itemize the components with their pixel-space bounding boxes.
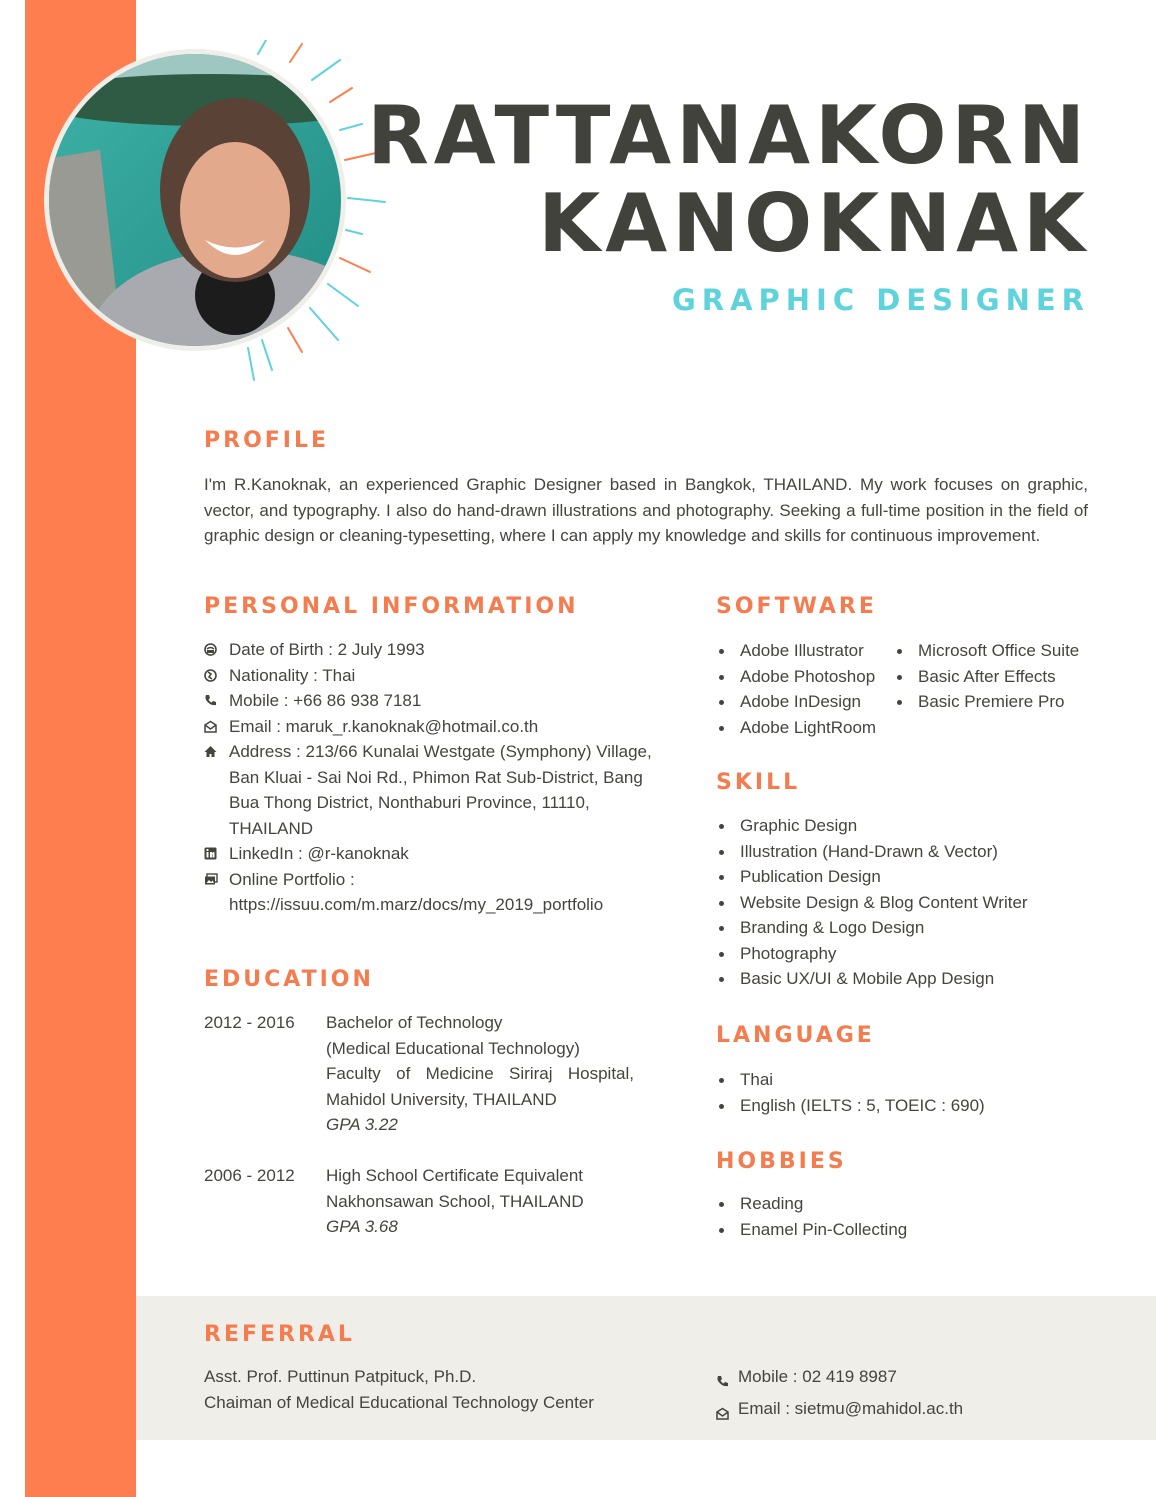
hobby-item: Reading xyxy=(716,1191,1096,1217)
education-school: Faculty of Medicine Siriraj Hospital, Mahidol University, THAILAND xyxy=(326,1064,634,1109)
referral-contact xyxy=(716,1364,963,1427)
home-icon xyxy=(204,745,217,758)
software-item: Basic After Effects xyxy=(894,664,1094,690)
software-list-1 xyxy=(716,638,896,740)
info-item-mobile xyxy=(204,688,664,714)
skill-item: Website Design & Blog Content Writer xyxy=(716,890,1096,916)
portfolio-icon xyxy=(204,873,218,886)
language-item: English (IELTS : 5, TOEIC : 690) xyxy=(716,1093,1096,1119)
hobby-item: Enamel Pin-Collecting xyxy=(716,1217,1096,1243)
software-item: Adobe LightRoom xyxy=(716,715,896,741)
education-gpa: GPA 3.68 xyxy=(326,1217,398,1236)
software-list-2 xyxy=(894,638,1094,715)
personal-info-list xyxy=(204,637,664,918)
education-degree: High School Certificate Equivalent xyxy=(326,1166,584,1185)
education-entry xyxy=(204,1010,634,1138)
info-item-email xyxy=(204,714,664,740)
email-icon xyxy=(716,1407,729,1420)
profile-heading: PROFILE xyxy=(204,428,330,453)
language-item: Thai xyxy=(716,1067,1096,1093)
info-text: LinkedIn : @r-kanoknak xyxy=(229,844,409,863)
personal-info-heading: PERSONAL INFORMATION xyxy=(204,594,579,619)
hobbies-heading: HOBBIES xyxy=(716,1149,847,1174)
full-name xyxy=(367,89,1090,270)
referral-details xyxy=(204,1364,684,1415)
info-item-address xyxy=(204,739,664,841)
education-heading: EDUCATION xyxy=(204,967,374,992)
language-list xyxy=(716,1067,1096,1118)
education-gpa: GPA 3.22 xyxy=(326,1115,398,1134)
info-text: Address : 213/66 Kunalai Westgate (Symphony) Village, Ban Kluai - Sai Noi Rd., Phimon Rat Sub-District, Bang Bua Thong District, Nonthaburi Province, 11110, THAILAND xyxy=(229,742,652,838)
info-item-birthday xyxy=(204,637,664,663)
info-text: Email : maruk_r.kanoknak@hotmail.co.th xyxy=(229,716,539,736)
education-years: 2006 - 2012 xyxy=(204,1166,295,1185)
software-item: Adobe InDesign xyxy=(716,689,896,715)
last-name: KANOKNAK xyxy=(538,177,1090,270)
linkedin-icon xyxy=(204,847,217,860)
referral-email-text: Email : sietmu@mahidol.ac.th xyxy=(738,1398,964,1418)
education-entry xyxy=(204,1163,634,1240)
info-item-nationality xyxy=(204,663,664,689)
skill-list xyxy=(716,813,1096,992)
education-school: Nakhonsawan School, THAILAND xyxy=(326,1191,584,1211)
first-name: RATTANAKORN xyxy=(367,89,1090,182)
skill-item: Graphic Design xyxy=(716,813,1096,839)
info-text: Date of Birth : 2 July 1993 xyxy=(229,640,425,659)
info-item-linkedin xyxy=(204,841,664,867)
phone-icon xyxy=(716,1375,729,1388)
referral-position: Chaiman of Medical Educational Technology Center xyxy=(204,1392,594,1412)
info-text: Nationality : Thai xyxy=(229,665,356,685)
skill-item: Basic UX/UI & Mobile App Design xyxy=(716,966,1096,992)
skill-item: Publication Design xyxy=(716,864,1096,890)
software-item: Adobe Illustrator xyxy=(716,638,896,664)
job-title: GRAPHIC DESIGNER xyxy=(671,283,1090,317)
email-icon xyxy=(204,720,217,733)
referral-heading: REFERRAL xyxy=(204,1322,355,1347)
info-text: Mobile : +66 86 938 7181 xyxy=(229,691,422,710)
skill-item: Illustration (Hand-Drawn & Vector) xyxy=(716,839,1096,865)
profile-text: I'm R.Kanoknak, an experienced Graphic Designer based in Bangkok, THAILAND. My work focuses on graphic, vector, and typography. I also do hand-drawn illustrations and photography. Seeking a full-time position in the field of graphic design or cleaning-typesetting, where I can apply my knowledge and skills for continuous improvement. xyxy=(204,475,1088,545)
software-item: Adobe Photoshop xyxy=(716,664,896,690)
globe-icon xyxy=(204,669,217,682)
software-heading: SOFTWARE xyxy=(716,594,877,619)
profile-photo xyxy=(40,40,390,385)
referral-mobile-text: Mobile : 02 419 8987 xyxy=(738,1367,897,1386)
skill-item: Photography xyxy=(716,941,1096,967)
referral-mobile xyxy=(716,1364,963,1396)
birthday-icon xyxy=(204,643,217,656)
info-text: Online Portfolio : https://issuu.com/m.marz/docs/my_2019_portfolio xyxy=(229,869,604,914)
phone-icon xyxy=(204,694,217,707)
referral-name: Asst. Prof. Puttinun Patpituck, Ph.D. xyxy=(204,1367,477,1386)
hobbies-list xyxy=(716,1191,1096,1242)
referral-email xyxy=(716,1396,963,1428)
software-item: Basic Premiere Pro xyxy=(894,689,1094,715)
language-heading: LANGUAGE xyxy=(716,1023,875,1048)
skill-heading: SKILL xyxy=(716,770,801,795)
education-years: 2012 - 2016 xyxy=(204,1013,295,1032)
info-item-portfolio xyxy=(204,867,664,918)
software-item: Microsoft Office Suite xyxy=(894,638,1094,664)
education-major: (Medical Educational Technology) xyxy=(326,1038,580,1058)
education-degree: Bachelor of Technology xyxy=(326,1013,503,1032)
skill-item: Branding & Logo Design xyxy=(716,915,1096,941)
